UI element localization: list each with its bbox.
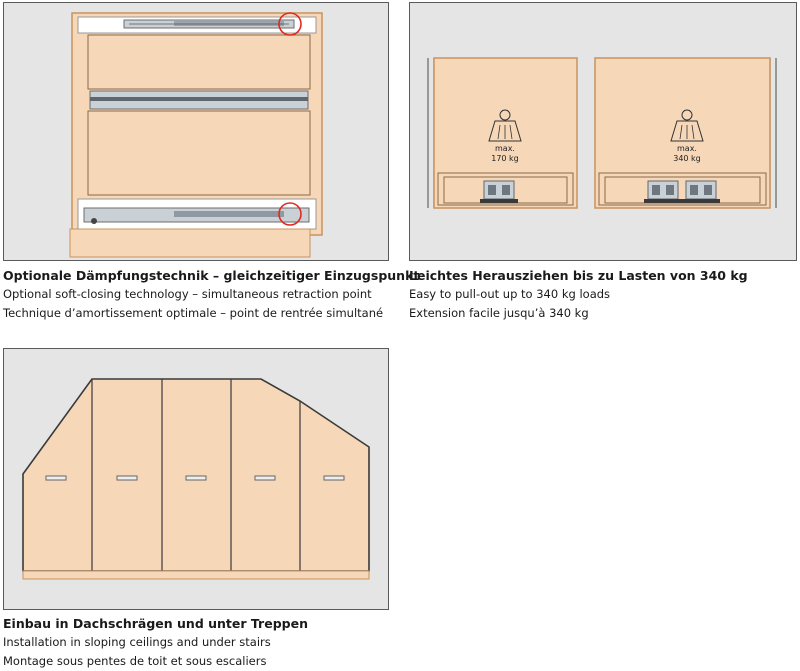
load-left-value: 170 kg bbox=[491, 154, 519, 163]
sloping-title: Einbau in Dachschrägen und unter Treppen bbox=[3, 616, 308, 631]
sloping-caption bbox=[3, 614, 308, 671]
damping-illustration-panel bbox=[3, 2, 389, 261]
damping-caption bbox=[3, 266, 419, 323]
sloping-illustration-panel bbox=[3, 348, 389, 610]
pullout-line-fr: Extension facile jusqu’à 340 kg bbox=[409, 306, 589, 320]
load-capacity-drawing bbox=[410, 3, 796, 260]
cabinet-soft-close-drawing bbox=[4, 3, 388, 260]
load-right-max: max. bbox=[677, 144, 697, 153]
load-right-value: 340 kg bbox=[673, 154, 701, 163]
pullout-illustration-panel bbox=[409, 2, 797, 261]
damping-line-fr: Technique d’amortissement optimale – point de rentrée simultané bbox=[3, 306, 384, 320]
sloping-line-fr: Montage sous pentes de toit et sous escaliers bbox=[3, 654, 267, 668]
pullout-caption bbox=[409, 266, 748, 323]
sloping-line-en: Installation in sloping ceilings and under stairs bbox=[3, 635, 271, 649]
sloping-cabinets-drawing bbox=[4, 349, 388, 609]
pullout-title: Leichtes Herausziehen bis zu Lasten von 340 kg bbox=[409, 268, 748, 283]
runner-mechanism-left bbox=[480, 181, 518, 203]
load-left-max: max. bbox=[495, 144, 515, 153]
damping-title: Optionale Dämpfungstechnik – gleichzeitiger Einzugspunkt bbox=[3, 268, 420, 283]
damping-line-en: Optional soft-closing technology – simultaneous retraction point bbox=[3, 287, 372, 301]
pullout-line-en: Easy to pull-out up to 340 kg loads bbox=[409, 287, 611, 301]
